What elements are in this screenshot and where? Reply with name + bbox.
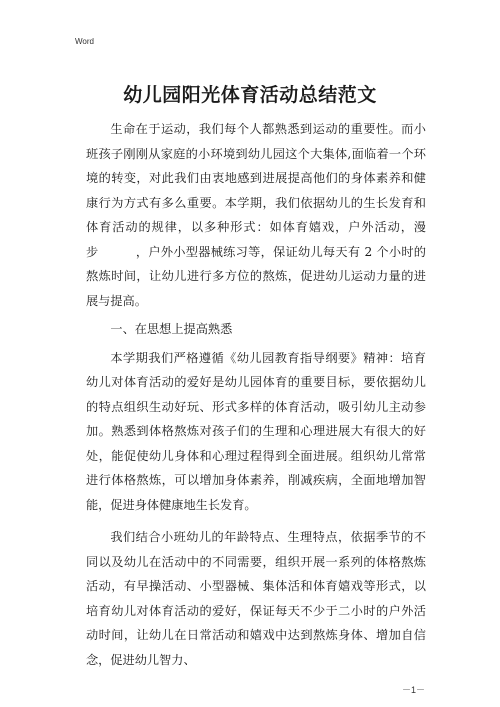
- document-title: 幼儿园阳光体育活动总结范文: [123, 84, 377, 106]
- paragraph-section-1: 本学期我们严格遵循《幼儿园教育指导纲要》精神：培育幼儿对体育活动的爱好是幼儿园体育的重要目标，要依据幼儿的特点组织生动好玩、形式多样的体育活动，吸引幼儿主动参加。熟悉到体格熬炼对孩子们的生理和心理进展大有很大的好处，能促使幼儿身体和心理过程得到全面进展。组织幼儿常常进行体格熬炼，可以增加身体素养，削减疾病，全面地增加智能，促进身体健康地生长发育。: [86, 350, 426, 512]
- section-heading: 一、在思想上提高熟悉: [110, 322, 233, 336]
- document-body: [86, 117, 426, 672]
- paragraph-section-2: 我们结合小班幼儿的年龄特点、生理特点，依据季节的不同以及幼儿在活动中的不同需要，组织开展一系列的体格熬炼活动，有早操活动、小型器械、集体活和体育嬉戏等形式，以培育幼儿对体育活动的爱好，保证每天不少于二小时的户外活动时间，让幼儿在日常活动和嬉戏中达到熬炼身体、增加自信念，促进幼儿智力、: [86, 530, 426, 667]
- header-label: Word: [75, 37, 94, 46]
- page-number: －1－: [401, 685, 425, 695]
- paragraph-intro: 生命在于运动，我们每个人都熟悉到运动的重要性。而小班孩子刚刚从家庭的小环境到幼儿园这个大集体,面临着一个环境的转变，对此我们由衷地感到进展提高他们的身体素养和健康行为方式有多么重要。本学期，我们依据幼儿的生长发育和体育活动的规律，以多种形式：如体育嬉戏，户外活动，漫步 ，户外小型器械练习等，保证幼儿每天有 2 个小时的熬炼时间，让幼儿进行多方位的熬炼，促进幼儿运动力量的进展与提高。: [86, 122, 426, 308]
